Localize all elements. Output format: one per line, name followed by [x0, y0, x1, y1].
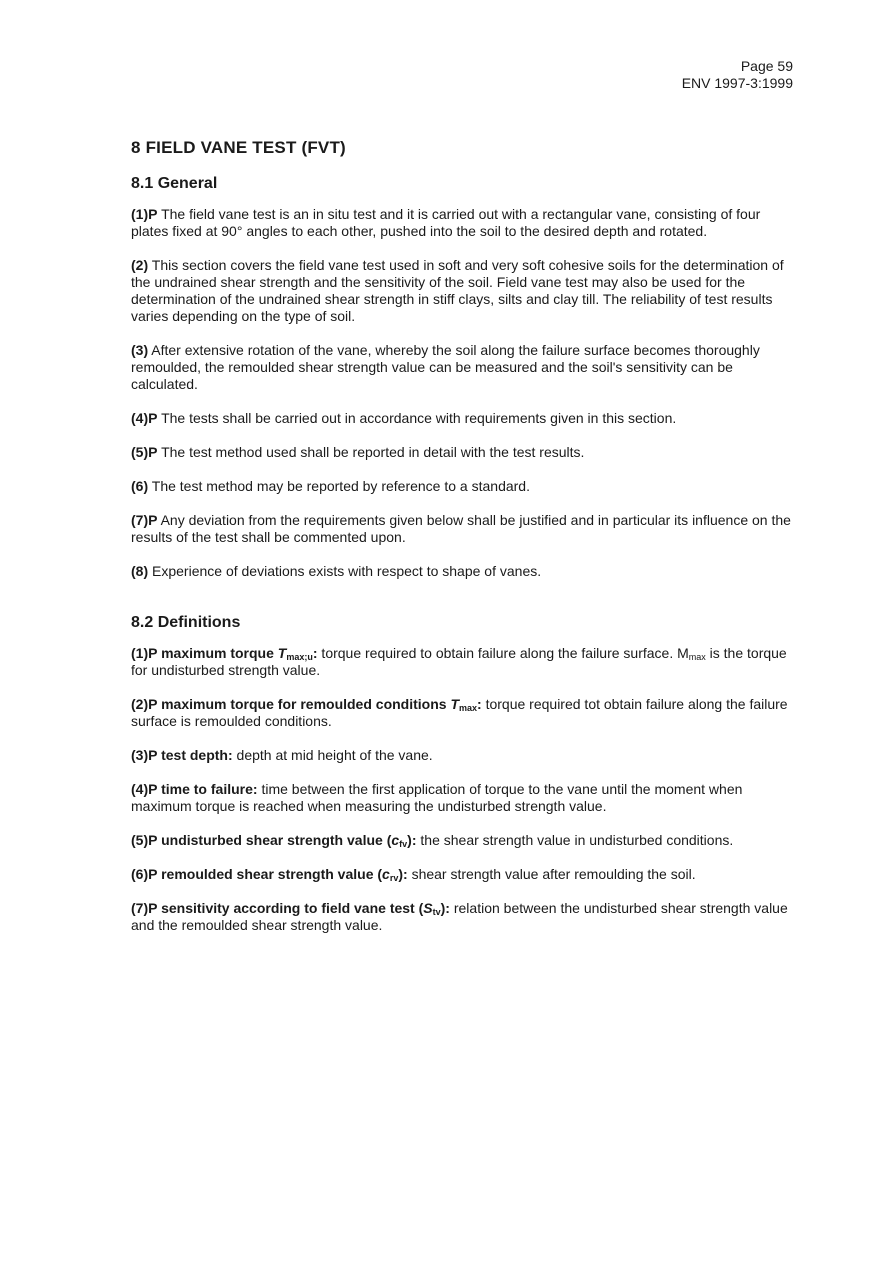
definition-term: time to failure:: [157, 781, 258, 797]
definition-2: (2)P maximum torque for remoulded conditions $T_{max}$: torque required tot obtain failure along the failure surface is remoulded conditions.: [131, 696, 788, 729]
definition-5: (5)P undisturbed shear strength value $(c_{fv})$: the shear strength value in undisturbed conditions.: [131, 832, 734, 849]
general-paragraph-3: [131, 342, 795, 393]
clause-number: (1)P: [131, 645, 158, 661]
symbol: c: [391, 832, 400, 848]
clause-number: (8): [131, 563, 149, 579]
symbol: c: [382, 866, 390, 882]
general-paragraph-8: [131, 563, 795, 580]
definition-term: remoulded shear strength value (: [157, 866, 383, 882]
symbol: S: [423, 900, 433, 916]
definition-1: (1)P maximum torque $T_{max;u}$: torque required to obtain failure along the failure surface. $M_{max}$ is the torque for undisturbed strength value.: [131, 645, 787, 678]
general-paragraph-4: [131, 410, 795, 427]
definition-7: (7)P sensitivity according to field vane test $(S_{tv})$: relation between the undisturbed shear strength value and the remoulded shear strength value.: [131, 900, 788, 933]
definition-text: is the torque for undisturbed strength value.: [131, 645, 787, 678]
definition-4: [131, 781, 795, 815]
clause-number: (5)P: [131, 832, 158, 848]
clause-number: (6)P: [131, 866, 158, 882]
clause-text: The field vane test is an in situ test and it is carried out with a rectangular vane, consisting of four plates fixed at 90° angles to each other, pushed into the soil to the desired depth and rotated.: [131, 206, 761, 239]
clause-text: After extensive rotation of the vane, whereby the soil along the failure surface becomes thoroughly remoulded, the remoulded shear strength value can be measured and the soil's sensitivity can be calculated.: [131, 342, 760, 392]
symbol-subscript: rv: [389, 873, 399, 883]
clause-number: (4)P: [131, 781, 158, 797]
clause-number: (3)P: [131, 747, 158, 763]
clause-number: (6): [131, 478, 149, 494]
general-paragraph-1: [131, 206, 795, 240]
clause-text: Any deviation from the requirements given below shall be justified and in particular its influence on the results of the test shall be commented upon.: [131, 512, 791, 545]
page-header: [682, 58, 793, 92]
clause-number: (2)P: [131, 696, 158, 712]
definition-text: time between the first application of torque to the vane until the moment when maximum torque is reached when measuring the undisturbed strength value.: [131, 781, 743, 814]
symbol-subscript: max: [459, 703, 478, 713]
page-content: [131, 138, 795, 951]
definition-3: [131, 747, 795, 764]
general-paragraph-2: [131, 257, 795, 325]
general-paragraph-5: [131, 444, 795, 461]
clause-text: The tests shall be carried out in accordance with requirements given in this section.: [157, 410, 677, 426]
symbol-subscript: tv: [432, 907, 441, 917]
clause-number: (7)P: [131, 900, 158, 916]
definition-text: the shear strength value in undisturbed conditions.: [416, 832, 734, 848]
symbol: T: [277, 645, 287, 661]
symbol: T: [450, 696, 460, 712]
clause-text: Experience of deviations exists with respect to shape of vanes.: [148, 563, 542, 579]
section-title: 8 FIELD VANE TEST (FVT): [131, 138, 346, 157]
clause-number: (4)P: [131, 410, 158, 426]
definition-text: shear strength value after remoulding the soil.: [407, 866, 696, 882]
document-reference: ENV 1997-3:1999: [681, 75, 793, 91]
clause-text: The test method used shall be reported in detail with the test results.: [157, 444, 585, 460]
definition-text: torque required to obtain failure along the failure surface. M: [317, 645, 689, 661]
definition-term: sensitivity according to field vane test (: [157, 900, 424, 916]
definition-term: test depth:: [157, 747, 233, 763]
symbol-subscript: max;u: [286, 652, 313, 662]
clause-text: The test method may be reported by reference to a standard.: [148, 478, 530, 494]
definition-term: maximum torque for remoulded conditions: [157, 696, 451, 712]
definition-text: relation between the undisturbed shear strength value and the remoulded shear strength value.: [131, 900, 788, 933]
page-number: Page 59: [740, 58, 793, 74]
clause-number: (1)P: [131, 206, 158, 222]
definition-6: (6)P remoulded shear strength value $(c_{rv})$: shear strength value after remoulding the soil.: [131, 866, 696, 883]
definition-text: depth at mid height of the vane.: [232, 747, 433, 763]
definition-text: torque required tot obtain failure along the failure surface is remoulded conditions.: [131, 696, 788, 729]
definition-term: maximum torque: [157, 645, 278, 661]
clause-number: (7)P: [131, 512, 158, 528]
clause-number: (3): [131, 342, 149, 358]
definition-term: undisturbed shear strength value (: [157, 832, 392, 848]
clause-text: This section covers the field vane test used in soft and very soft cohesive soils for the determination of the undrained shear strength and the sensitivity of the soil. Field vane test may also be used for the determination of the undrained shear strength in stiff clays, silts and clay till. The reliability of test results varies depending on the type of soil.: [131, 257, 784, 324]
general-paragraph-7: [131, 512, 795, 546]
symbol-subscript: max: [688, 652, 706, 662]
clause-number: (5)P: [131, 444, 158, 460]
subsection-heading-definitions: 8.2 Definitions: [131, 614, 241, 631]
subsection-heading-general: 8.1 General: [131, 175, 218, 192]
clause-number: (2): [131, 257, 149, 273]
symbol-subscript: fv: [399, 839, 408, 849]
general-paragraph-6: [131, 478, 795, 495]
